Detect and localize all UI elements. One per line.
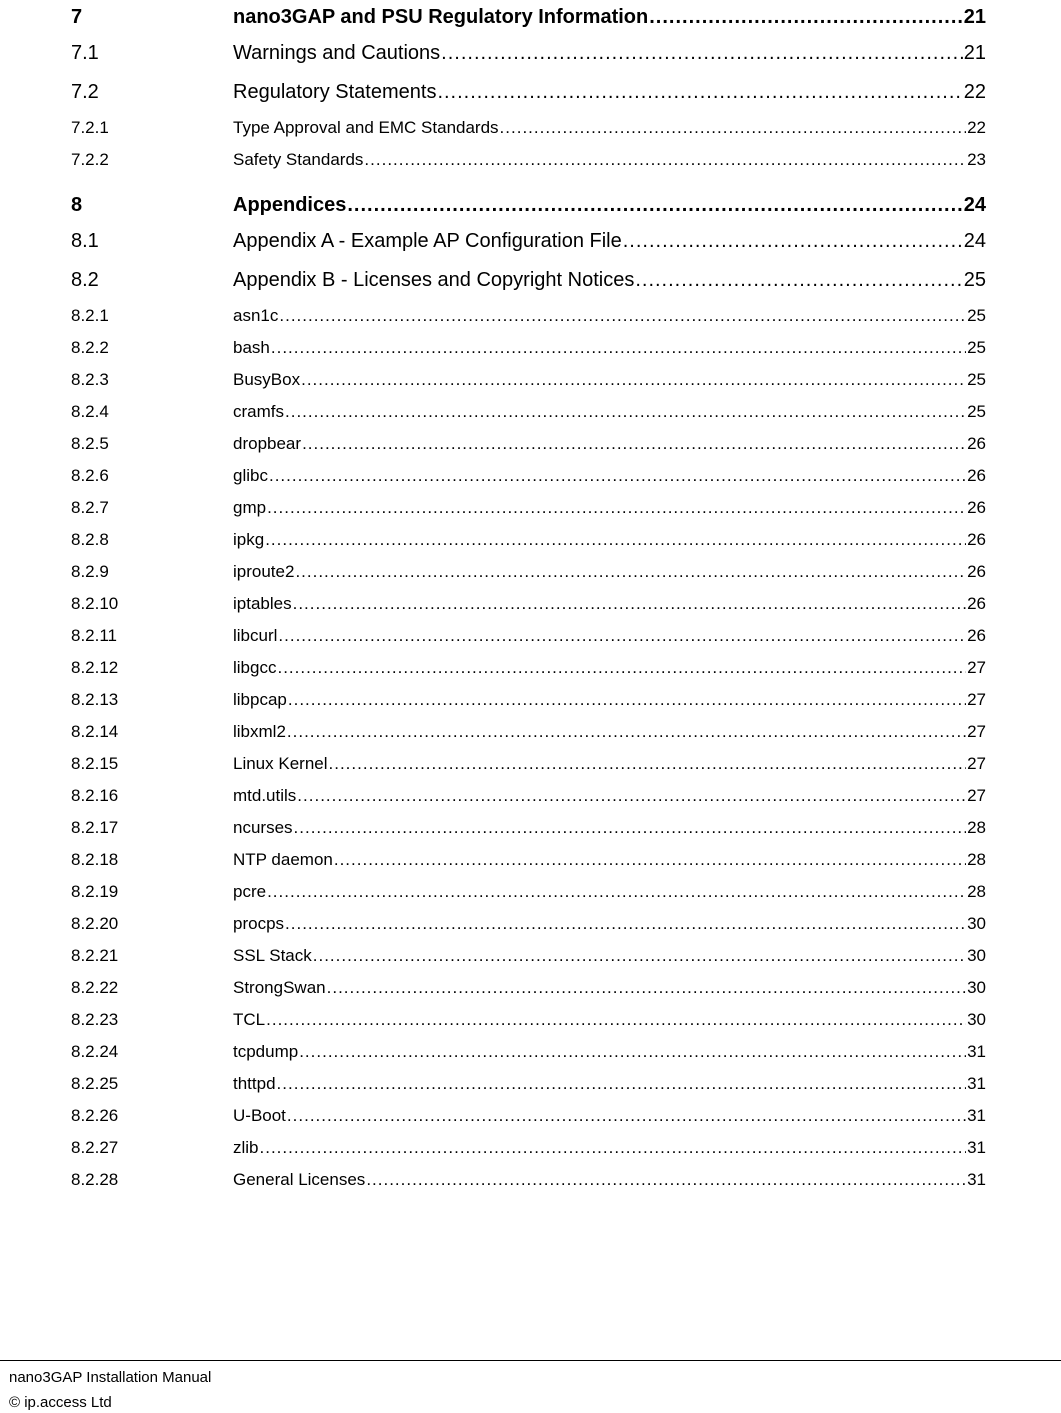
toc-entry[interactable] (71, 748, 986, 780)
toc-entry-page: 25 (963, 269, 986, 291)
toc-entry[interactable] (71, 188, 986, 222)
toc-leader-dots (364, 144, 966, 176)
page-footer (0, 1360, 1061, 1411)
toc-entry[interactable] (71, 588, 986, 620)
toc-entry-number: 8.2.5 (71, 434, 109, 453)
toc-entry[interactable] (71, 1164, 986, 1196)
toc-entry-title: tcpdump (233, 1042, 299, 1061)
toc-entry-number: 8.2.19 (71, 882, 119, 901)
toc-entry-number: 8.2.17 (71, 818, 119, 837)
table-of-contents (71, 0, 986, 1196)
toc-entry[interactable] (71, 844, 986, 876)
toc-leader-dots (635, 261, 962, 300)
toc-leader-dots (327, 972, 966, 1004)
toc-entry-page: 31 (967, 1106, 986, 1125)
toc-entry[interactable] (71, 716, 986, 748)
toc-leader-dots (334, 844, 966, 876)
toc-entry-title: dropbear (233, 434, 302, 453)
toc-entry-title: Type Approval and EMC Standards (233, 118, 499, 137)
toc-leader-dots (271, 332, 966, 364)
toc-entry[interactable] (71, 222, 986, 261)
toc-entry-page: 27 (967, 658, 986, 677)
toc-entry-page: 25 (967, 402, 986, 421)
toc-entry-page: 21 (963, 6, 986, 28)
toc-entry-title: pcre (233, 882, 267, 901)
toc-entry-title: Regulatory Statements (233, 81, 437, 103)
toc-entry[interactable] (71, 1036, 986, 1068)
toc-entry-number: 8.2.2 (71, 338, 109, 357)
toc-entry-page: 31 (967, 1138, 986, 1157)
toc-leader-dots (366, 1164, 966, 1196)
toc-entry[interactable] (71, 780, 986, 812)
toc-entry[interactable] (71, 876, 986, 908)
toc-entry-number: 8.2.14 (71, 722, 119, 741)
toc-entry-number: 8.2.15 (71, 754, 119, 773)
toc-leader-dots (299, 1036, 966, 1068)
toc-entry-number: 8.2.3 (71, 370, 109, 389)
toc-entry-number: 8.2.18 (71, 850, 119, 869)
toc-entry-page: 25 (967, 370, 986, 389)
toc-entry-page: 30 (967, 914, 986, 933)
toc-entry-title: cramfs (233, 402, 284, 421)
toc-entry[interactable] (71, 1132, 986, 1164)
toc-leader-dots (288, 684, 966, 716)
toc-leader-dots (269, 460, 966, 492)
toc-entry[interactable] (71, 556, 986, 588)
toc-leader-dots (285, 396, 966, 428)
toc-entry-page: 22 (963, 81, 986, 103)
toc-entry-page: 27 (967, 754, 986, 773)
toc-entry-title: Appendix B - Licenses and Copyright Notices (233, 269, 635, 291)
toc-leader-dots (649, 0, 963, 34)
toc-entry[interactable] (71, 1100, 986, 1132)
toc-entry-page: 26 (967, 626, 986, 645)
toc-entry-page: 27 (967, 690, 986, 709)
toc-leader-dots (265, 524, 966, 556)
toc-entry[interactable] (71, 332, 986, 364)
toc-entry-page: 24 (963, 194, 986, 216)
toc-entry-page: 28 (967, 882, 986, 901)
toc-entry-number: 8.2.25 (71, 1074, 119, 1093)
toc-leader-dots (277, 652, 966, 684)
toc-entry-title: Appendices (233, 194, 347, 216)
toc-entry-number: 7.1 (71, 42, 99, 64)
toc-entry[interactable] (71, 34, 986, 73)
toc-entry-number: 7.2.1 (71, 118, 109, 137)
toc-leader-dots (297, 780, 966, 812)
toc-entry-title: bash (233, 338, 270, 357)
toc-entry-number: 8.2.24 (71, 1042, 119, 1061)
toc-entry[interactable] (71, 460, 986, 492)
toc-entry-title: Appendix A - Example AP Configuration File (233, 230, 622, 252)
toc-entry-title: SSL Stack (233, 946, 312, 965)
toc-leader-dots (293, 588, 966, 620)
toc-leader-dots (623, 222, 963, 261)
toc-entry-title: ipkg (233, 530, 265, 549)
toc-entry-page: 23 (967, 150, 986, 169)
toc-entry-number: 8.2 (71, 269, 99, 291)
toc-entry-page: 26 (967, 466, 986, 485)
toc-entry-title: General Licenses (233, 1170, 366, 1189)
toc-entry-title: Linux Kernel (233, 754, 328, 773)
toc-entry[interactable] (71, 112, 986, 144)
toc-entry-title: asn1c (233, 306, 279, 325)
toc-entry-title: NTP daemon (233, 850, 333, 869)
toc-leader-dots (347, 188, 962, 222)
toc-entry-number: 8.1 (71, 230, 99, 252)
toc-entry[interactable] (71, 908, 986, 940)
toc-entry-page: 26 (967, 594, 986, 613)
toc-entry-number: 8.2.16 (71, 786, 119, 805)
toc-entry-title: Safety Standards (233, 150, 364, 169)
toc-entry-title: gmp (233, 498, 267, 517)
toc-entry-number: 7 (71, 6, 83, 28)
toc-entry[interactable] (71, 684, 986, 716)
toc-entry-number: 8.2.12 (71, 658, 119, 677)
toc-entry-page: 30 (967, 978, 986, 997)
toc-leader-dots (278, 620, 966, 652)
toc-leader-dots (267, 492, 966, 524)
toc-entry[interactable] (71, 524, 986, 556)
footer-document-title: nano3GAP Installation Manual (9, 1369, 212, 1386)
toc-entry-number: 7.2 (71, 81, 99, 103)
toc-entry-page: 26 (967, 498, 986, 517)
toc-entry-page: 28 (967, 818, 986, 837)
toc-entry-number: 8.2.7 (71, 498, 109, 517)
toc-entry-page: 31 (967, 1170, 986, 1189)
toc-entry-page: 25 (967, 306, 986, 325)
toc-entry[interactable] (71, 812, 986, 844)
toc-entry-title: procps (233, 914, 285, 933)
toc-leader-dots (295, 556, 966, 588)
toc-leader-dots (302, 428, 966, 460)
toc-entry-title: iptables (233, 594, 292, 613)
toc-entry[interactable] (71, 652, 986, 684)
toc-entry-number: 8.2.10 (71, 594, 119, 613)
toc-entry-number: 8.2.6 (71, 466, 109, 485)
toc-entry-number: 8.2.11 (71, 626, 118, 645)
footer-copyright: © ip.access Ltd (9, 1394, 112, 1411)
toc-entry-page: 21 (963, 42, 986, 64)
toc-entry-number: 8.2.21 (71, 946, 119, 965)
toc-entry-number: 8.2.28 (71, 1170, 119, 1189)
toc-entry-title: libpcap (233, 690, 287, 709)
toc-entry-number: 8.2.9 (71, 562, 109, 581)
toc-entry-title: U-Boot (233, 1106, 286, 1125)
toc-entry[interactable] (71, 428, 986, 460)
toc-entry-page: 22 (967, 118, 986, 137)
toc-entry-title: TCL (233, 1010, 266, 1029)
toc-entry-title: iproute2 (233, 562, 295, 581)
toc-entry-page: 26 (967, 530, 986, 549)
toc-entry-title: nano3GAP and PSU Regulatory Information (233, 6, 649, 28)
toc-entry-page: 24 (963, 230, 986, 252)
toc-entry-number: 8.2.22 (71, 978, 119, 997)
toc-entry-title: libgcc (233, 658, 277, 677)
toc-entry[interactable] (71, 144, 986, 176)
toc-entry-page: 31 (967, 1042, 986, 1061)
toc-leader-dots (285, 908, 966, 940)
toc-entry-title: mtd.utils (233, 786, 297, 805)
toc-leader-dots (287, 1100, 966, 1132)
toc-entry-number: 8 (71, 194, 83, 216)
toc-entry-title: libxml2 (233, 722, 286, 741)
toc-entry-number: 7.2.2 (71, 150, 109, 169)
toc-leader-dots (260, 1132, 967, 1164)
toc-entry-page: 30 (967, 946, 986, 965)
toc-leader-dots (500, 112, 967, 144)
toc-entry[interactable] (71, 261, 986, 300)
toc-entry-page: 26 (967, 562, 986, 581)
toc-entry[interactable] (71, 300, 986, 332)
toc-entry-title: thttpd (233, 1074, 276, 1093)
toc-entry-title: BusyBox (233, 370, 301, 389)
toc-entry-page: 27 (967, 786, 986, 805)
toc-entry-page: 26 (967, 434, 986, 453)
toc-entry-title: StrongSwan (233, 978, 326, 997)
toc-entry[interactable] (71, 396, 986, 428)
toc-leader-dots (287, 716, 966, 748)
toc-leader-dots (313, 940, 966, 972)
toc-entry-number: 8.2.27 (71, 1138, 119, 1157)
toc-entry-number: 8.2.26 (71, 1106, 119, 1125)
toc-leader-dots (441, 34, 963, 73)
toc-entry[interactable] (71, 972, 986, 1004)
toc-leader-dots (329, 748, 967, 780)
toc-entry[interactable] (71, 0, 986, 34)
toc-entry[interactable] (71, 1004, 986, 1036)
toc-leader-dots (294, 812, 967, 844)
toc-entry-number: 8.2.23 (71, 1010, 119, 1029)
toc-entry-number: 8.2.13 (71, 690, 119, 709)
toc-leader-dots (279, 300, 966, 332)
toc-leader-dots (277, 1068, 967, 1100)
toc-entry-number: 8.2.8 (71, 530, 109, 549)
toc-entry[interactable] (71, 620, 986, 652)
toc-entry-title: ncurses (233, 818, 293, 837)
toc-leader-dots (437, 73, 962, 112)
toc-leader-dots (266, 1004, 966, 1036)
toc-entry[interactable] (71, 1068, 986, 1100)
toc-entry[interactable] (71, 73, 986, 112)
toc-leader-dots (301, 364, 966, 396)
toc-entry[interactable] (71, 492, 986, 524)
toc-entry-number: 8.2.1 (71, 306, 109, 325)
toc-entry-title: glibc (233, 466, 268, 485)
toc-entry-title: zlib (233, 1138, 259, 1157)
toc-entry-page: 30 (967, 1010, 986, 1029)
section-gap (71, 176, 986, 188)
toc-entry-title: libcurl (233, 626, 278, 645)
toc-entry-title: Warnings and Cautions (233, 42, 441, 64)
toc-entry[interactable] (71, 364, 986, 396)
toc-entry-page: 25 (967, 338, 986, 357)
toc-entry-page: 28 (967, 850, 986, 869)
toc-leader-dots (267, 876, 966, 908)
toc-entry-number: 8.2.20 (71, 914, 119, 933)
toc-entry[interactable] (71, 940, 986, 972)
toc-entry-page: 27 (967, 722, 986, 741)
toc-entry-number: 8.2.4 (71, 402, 109, 421)
toc-entry-page: 31 (967, 1074, 986, 1093)
